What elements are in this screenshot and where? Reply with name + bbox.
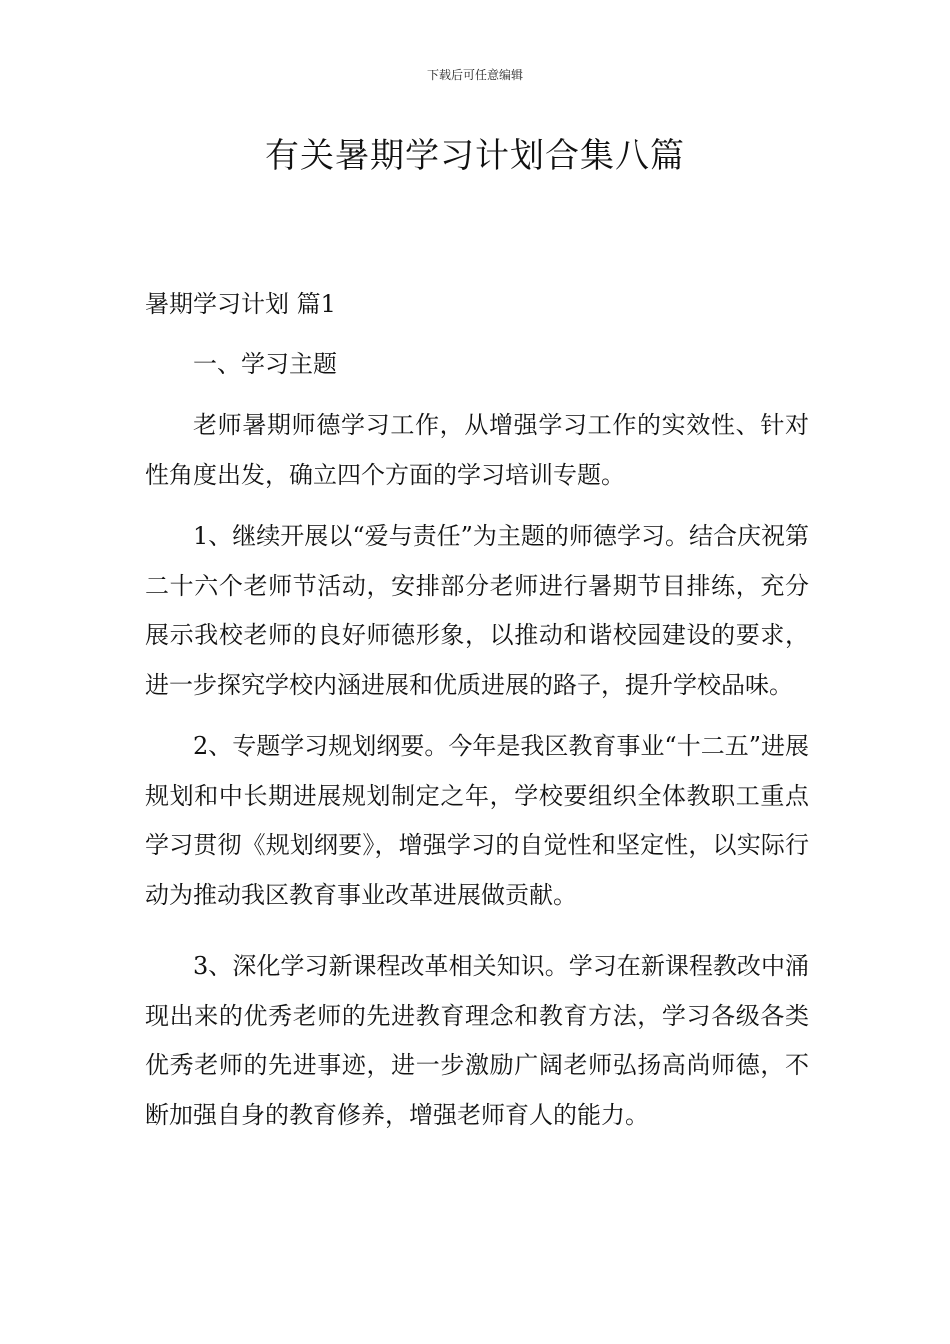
section-heading: 暑期学习计划 篇1 (145, 290, 336, 318)
paragraph-intro: 老师暑期师德学习工作，从增强学习工作的实效性、针对性角度出发，确立四个方面的学习培训专题。 (145, 411, 809, 489)
paragraph-item-2: 2、专题学习规划纲要。今年是我区教育事业“十二五”进展规划和中长期进展规划制定之年，学校要组织全体教职工重点学习贯彻《规划纲要》，增强学习的自觉性和坚定性，以实际行动为推动我区教育事业改革进展做贡献。 (145, 732, 809, 909)
paragraph-topic-heading: 一、学习主题 (193, 349, 337, 378)
header-note: 下载后可任意编辑 (426, 68, 523, 82)
document-body (145, 280, 809, 1140)
paragraph-item-1: 1、继续开展以“爱与责任”为主题的师德学习。结合庆祝第二十六个老师节活动，安排部分老师进行暑期节目排练，充分展示我校老师的良好师德形象，以推动和谐校园建设的要求，进一步探究学校内涵进展和优质进展的路子，提升学校品味。 (145, 522, 809, 699)
document-title: 有关暑期学习计划合集八篇 (265, 136, 685, 176)
paragraph-item-3: 3、深化学习新课程改革相关知识。学习在新课程教改中涌现出来的优秀老师的先进教育理念和教育方法，学习各级各类优秀老师的先进事迹，进一步激励广阔老师弘扬高尚师德，不断加强自身的教育修养，增强老师育人的能力。 (145, 952, 809, 1129)
